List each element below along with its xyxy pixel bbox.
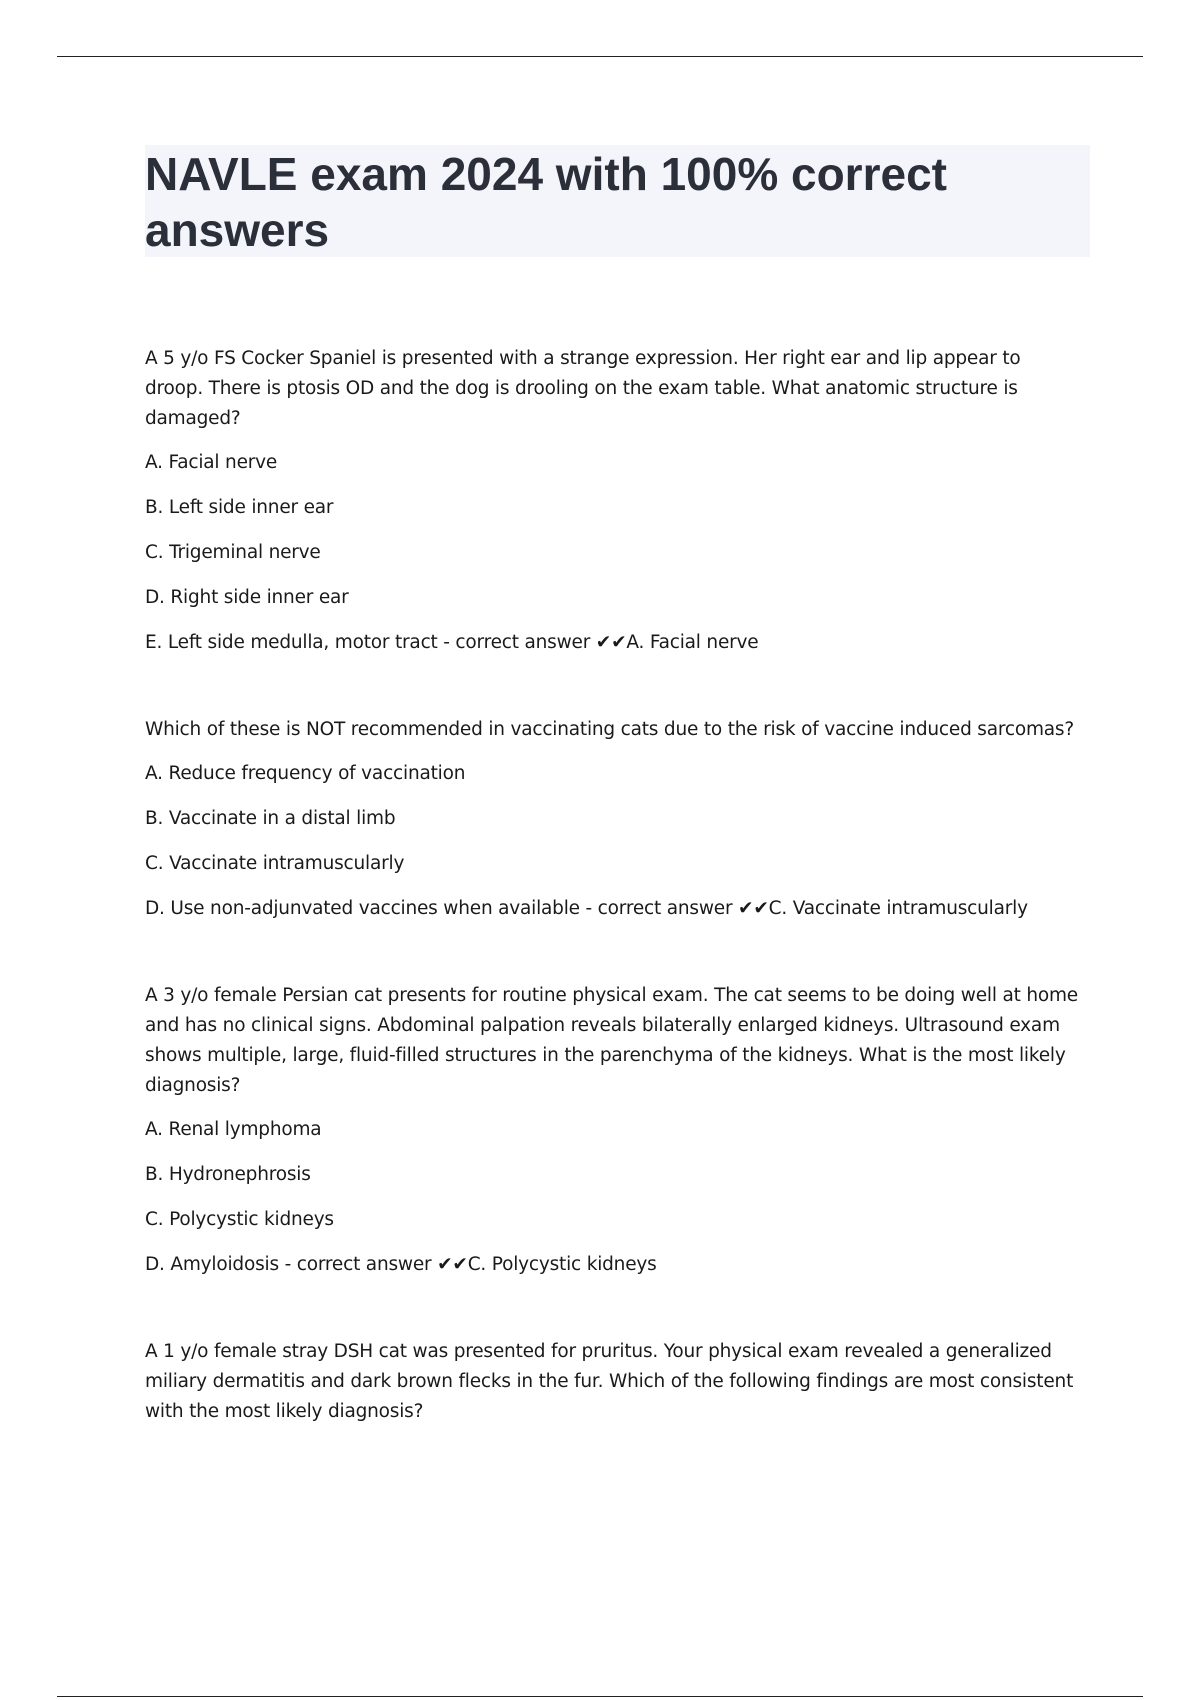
bottom-divider bbox=[57, 1696, 1143, 1697]
page-title: NAVLE exam 2024 with 100% correct answers bbox=[145, 148, 947, 256]
answer-option-with-correct-answer: D. Amyloidosis - correct answer ✔✔C. Polycystic kidneys bbox=[145, 1254, 657, 1275]
answer-option: A. Facial nerve bbox=[145, 452, 278, 473]
answer-option: C. Vaccinate intramuscularly bbox=[145, 853, 405, 874]
answer-option: A. Reduce frequency of vaccination bbox=[145, 763, 466, 784]
question-stem: A 3 y/o female Persian cat presents for routine physical exam. The cat seems to be doing well at home and has no clinical signs. Abdominal palpation reveals bilaterally enlarged kidneys. Ultrasound exam shows multiple, large, fluid-filled structures in the parenchyma of the kidneys. What is the most likely diagnosis? bbox=[145, 985, 1078, 1096]
question-stem: A 5 y/o FS Cocker Spaniel is presented with a strange expression. Her right ear and lip appear to droop. There is ptosis OD and the dog is drooling on the exam table. What anatomic structure is damaged? bbox=[145, 348, 1021, 429]
question-4 bbox=[145, 1337, 1080, 1427]
question-stem: A 1 y/o female stray DSH cat was presented for pruritus. Your physical exam revealed a generalized miliary dermatitis and dark brown flecks in the fur. Which of the following findings are most consistent with the most likely diagnosis? bbox=[145, 1341, 1074, 1422]
question-3 bbox=[145, 981, 1080, 1280]
question-1 bbox=[145, 344, 1080, 658]
answer-option: B. Hydronephrosis bbox=[145, 1164, 311, 1185]
answer-option: D. Right side inner ear bbox=[145, 587, 349, 608]
question-list bbox=[145, 344, 1080, 1484]
answer-option: C. Trigeminal nerve bbox=[145, 542, 321, 563]
answer-option-with-correct-answer: D. Use non-adjunvated vaccines when available - correct answer ✔✔C. Vaccinate intramuscularly bbox=[145, 898, 1028, 919]
question-2 bbox=[145, 715, 1080, 924]
answer-option-with-correct-answer: E. Left side medulla, motor tract - correct answer ✔✔A. Facial nerve bbox=[145, 632, 759, 653]
answer-option: A. Renal lymphoma bbox=[145, 1119, 322, 1140]
answer-option: C. Polycystic kidneys bbox=[145, 1209, 334, 1230]
top-divider bbox=[57, 56, 1143, 57]
question-stem: Which of these is NOT recommended in vaccinating cats due to the risk of vaccine induced sarcomas? bbox=[145, 719, 1074, 740]
answer-option: B. Vaccinate in a distal limb bbox=[145, 808, 396, 829]
answer-option: B. Left side inner ear bbox=[145, 497, 334, 518]
